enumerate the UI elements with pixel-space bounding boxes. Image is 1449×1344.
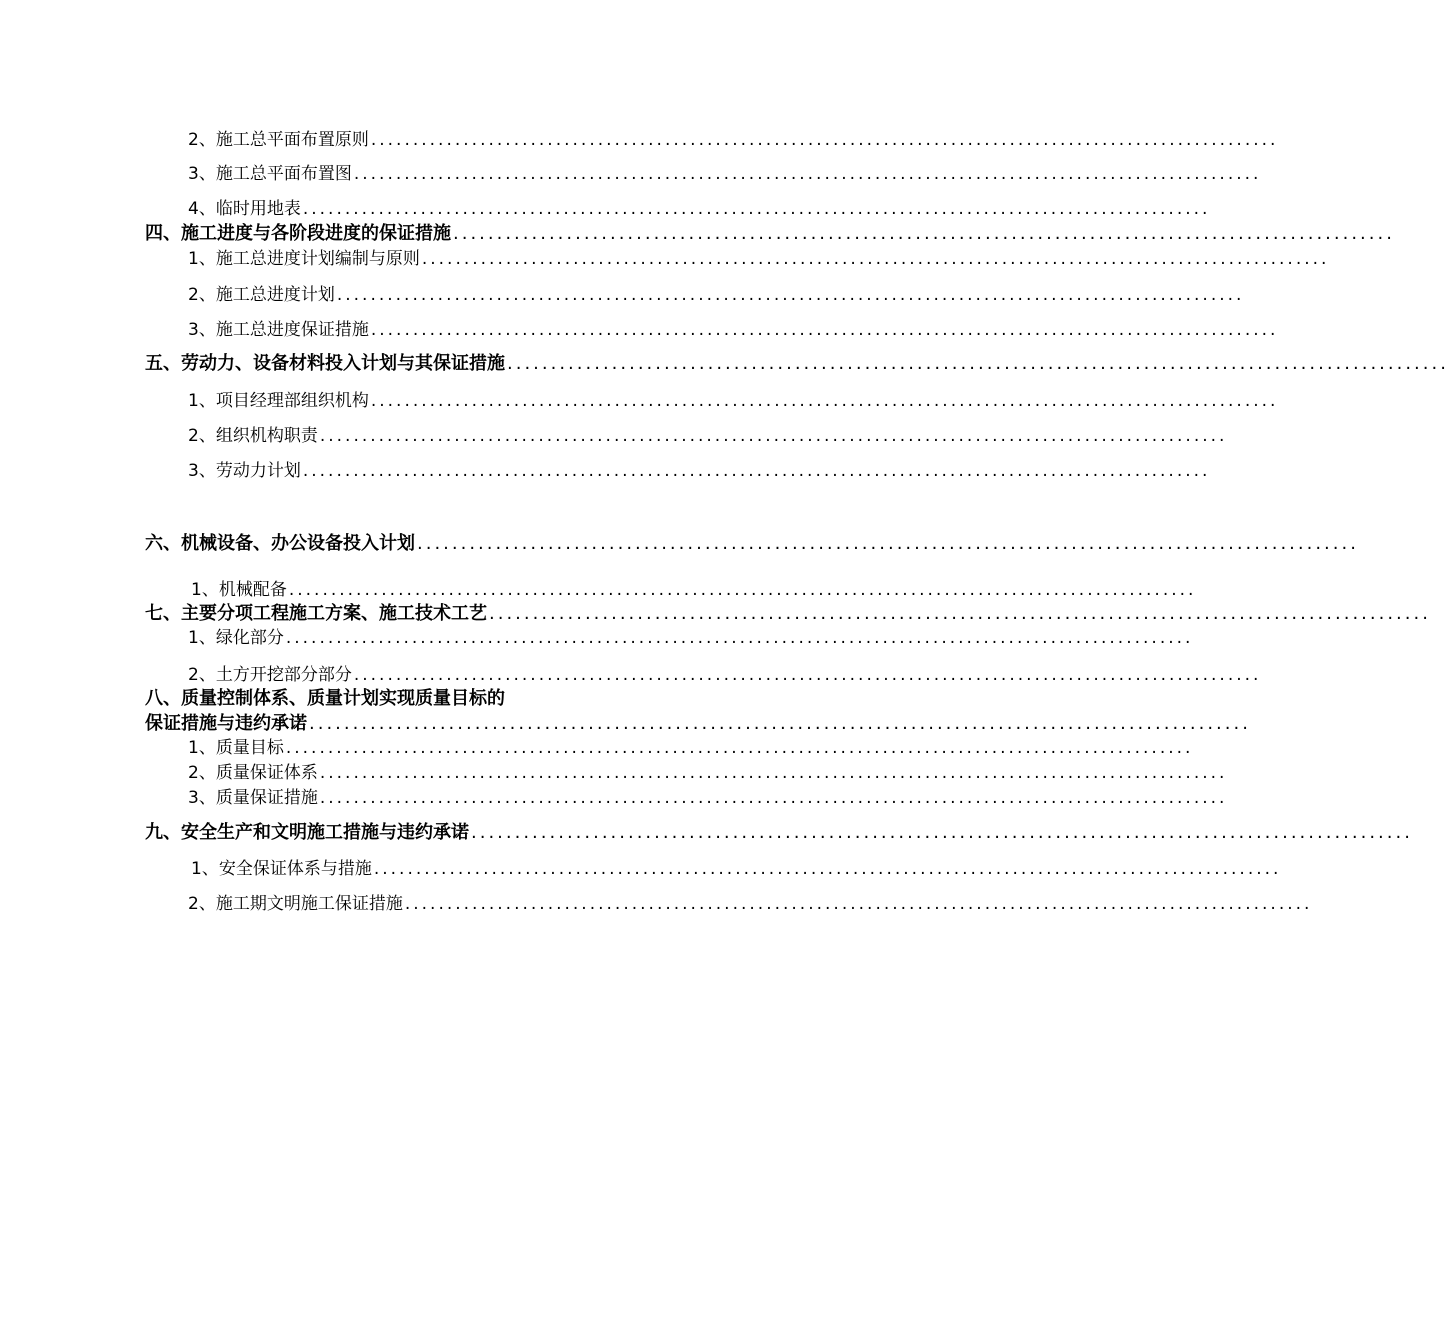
toc-section <box>145 351 1449 377</box>
toc-section-label: 七、主要分项工程施工方案、施工技术工艺 <box>145 603 487 624</box>
toc-entry-label: 4、临时用地表 <box>188 199 301 219</box>
toc-entry-label: 2、土方开挖部分部分 <box>188 665 352 685</box>
toc-entry-label: 2、施工总平面布置原则 <box>188 130 369 150</box>
toc-leader: ............................................................................................................ <box>404 894 1313 914</box>
toc-leader: ............................................................................................................ <box>421 249 1330 269</box>
toc-leader: ............................................................................................................ <box>453 223 1395 244</box>
toc-entry <box>188 458 1211 484</box>
toc-entry-label: 1、项目经理部组织机构 <box>188 391 369 411</box>
toc-section <box>145 601 1431 627</box>
toc-entry-label: 3、施工总平面布置图 <box>188 164 352 184</box>
toc-leader: ............................................................................................................ <box>353 665 1262 685</box>
toc-leader: ............................................................................................................ <box>471 822 1413 843</box>
toc-entry <box>188 317 1279 343</box>
toc-leader: ............................................................................................................ <box>302 461 1211 481</box>
toc-entry-label: 3、劳动力计划 <box>188 461 301 481</box>
toc-section-label: 四、施工进度与各阶段进度的保证措施 <box>145 223 451 244</box>
toc-entry <box>188 282 1245 308</box>
toc-entry <box>188 161 1262 187</box>
toc-entry-label: 3、施工总进度保证措施 <box>188 320 369 340</box>
toc-entry-label: 1、质量目标 <box>188 738 284 758</box>
toc-section-label: 九、安全生产和文明施工措施与违约承诺 <box>145 822 469 843</box>
toc-entry-label: 3、质量保证措施 <box>188 788 318 808</box>
toc-entry <box>188 760 1228 786</box>
toc-entry <box>188 735 1194 761</box>
toc-entry <box>188 423 1228 449</box>
toc-entry <box>188 246 1330 272</box>
toc-leader: ............................................................................................................ <box>319 788 1228 808</box>
toc-leader: ............................................................................................................ <box>319 426 1228 446</box>
toc-section <box>145 711 1251 737</box>
toc-leader: ............................................................................................................ <box>353 164 1262 184</box>
toc-section-label: 保证措施与违约承诺 <box>145 713 307 734</box>
toc-leader: ............................................................................................................ <box>370 320 1279 340</box>
toc-entry-label: 1、施工总进度计划编制与原则 <box>188 249 420 269</box>
toc-section <box>145 686 728 712</box>
toc-entry <box>188 625 1194 651</box>
toc-section <box>145 531 1359 557</box>
toc-entry <box>188 196 1211 222</box>
toc-entry-label: 1、安全保证体系与措施 <box>191 859 372 879</box>
toc-leader: ............................................................................................................ <box>288 580 1197 600</box>
toc-leader: ............................................................................................................ <box>319 763 1228 783</box>
toc-entry-label: 2、施工总进度计划 <box>188 285 335 305</box>
toc-entry <box>191 856 1282 882</box>
toc-leader: ............................................................................................................ <box>309 713 1251 734</box>
toc-leader: ............................................................................................................ <box>336 285 1245 305</box>
toc-entry-label: 2、施工期文明施工保证措施 <box>188 894 403 914</box>
toc-leader: ............................................................................................................ <box>302 199 1211 219</box>
toc-leader: ............................................................................................................ <box>373 859 1282 879</box>
toc-entry-label: 2、组织机构职责 <box>188 426 318 446</box>
toc-section-label: 六、机械设备、办公设备投入计划 <box>145 533 415 554</box>
toc-leader: ............................................................................................................ <box>285 738 1194 758</box>
toc-leader: ............................................................................................................ <box>370 391 1279 411</box>
toc-entry <box>188 662 1262 688</box>
toc-leader: ............................................................................................................ <box>507 353 1449 374</box>
toc-entry <box>188 127 1279 153</box>
toc-entry <box>188 891 1313 917</box>
toc-entry <box>188 388 1279 414</box>
toc-entry-label: 2、质量保证体系 <box>188 763 318 783</box>
toc-entry <box>191 577 1197 603</box>
toc-section-label: 八、质量控制体系、质量计划实现质量目标的 <box>145 688 505 709</box>
toc-entry <box>188 785 1228 811</box>
toc-leader: ............................................................................................................ <box>285 628 1194 648</box>
toc-section <box>145 221 1395 247</box>
toc-section <box>145 820 1413 846</box>
toc-leader: ............................................................................................................ <box>370 130 1279 150</box>
toc-leader: ............................................................................................................ <box>489 603 1431 624</box>
toc-section-label: 五、劳动力、设备材料投入计划与其保证措施 <box>145 353 505 374</box>
toc-entry-label: 1、机械配备 <box>191 580 287 600</box>
toc-entry-label: 1、绿化部分 <box>188 628 284 648</box>
toc-leader: ............................................................................................................ <box>417 533 1359 554</box>
